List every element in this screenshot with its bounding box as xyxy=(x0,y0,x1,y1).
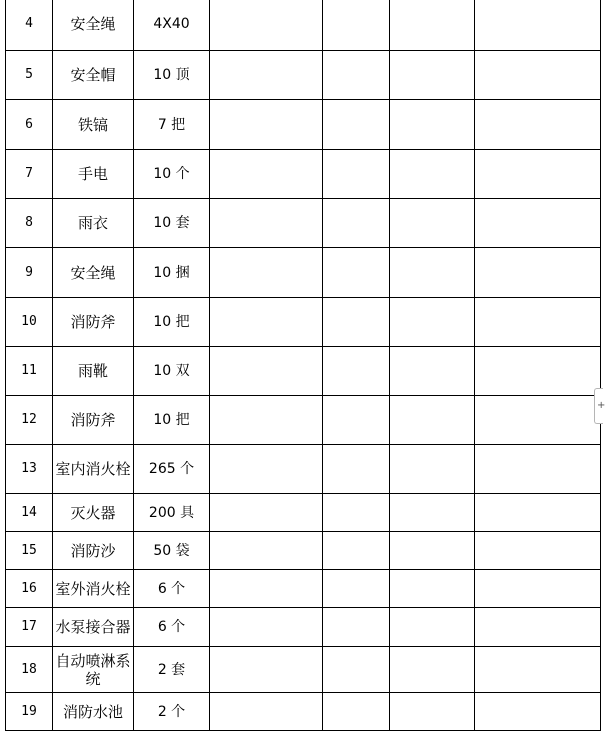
plus-icon: + xyxy=(597,400,605,411)
table-row xyxy=(6,396,601,445)
empty-cell xyxy=(475,532,601,570)
empty-cell xyxy=(390,494,475,532)
empty-cell xyxy=(323,51,390,100)
row-number: 13 xyxy=(6,445,53,494)
item-name: 消防斧 xyxy=(53,298,134,347)
item-name: 水泵接合器 xyxy=(53,608,134,647)
empty-cell xyxy=(210,532,323,570)
empty-cell xyxy=(210,494,323,532)
row-number: 15 xyxy=(6,532,53,570)
table-row xyxy=(6,445,601,494)
item-name: 雨衣 xyxy=(53,199,134,248)
empty-cell xyxy=(210,51,323,100)
empty-cell xyxy=(210,647,323,693)
table-row xyxy=(6,150,601,199)
item-name: 消防斧 xyxy=(53,396,134,445)
item-name: 安全绳 xyxy=(53,248,134,298)
row-number: 8 xyxy=(6,199,53,248)
row-number: 9 xyxy=(6,248,53,298)
empty-cell xyxy=(475,647,601,693)
empty-cell xyxy=(475,0,601,51)
empty-cell xyxy=(323,396,390,445)
item-name: 消防沙 xyxy=(53,532,134,570)
row-number: 17 xyxy=(6,608,53,647)
empty-cell xyxy=(390,347,475,396)
empty-cell xyxy=(323,445,390,494)
table-resize-handle[interactable] xyxy=(594,388,603,424)
table-body xyxy=(6,0,601,731)
table-row xyxy=(6,0,601,51)
empty-cell xyxy=(475,298,601,347)
row-number: 4 xyxy=(6,0,53,51)
table-row xyxy=(6,570,601,608)
empty-cell xyxy=(323,298,390,347)
empty-cell xyxy=(475,608,601,647)
item-quantity: 200 具 xyxy=(134,494,210,532)
item-quantity: 10 把 xyxy=(134,298,210,347)
item-quantity: 7 把 xyxy=(134,100,210,150)
table-row xyxy=(6,248,601,298)
empty-cell xyxy=(210,100,323,150)
empty-cell xyxy=(475,494,601,532)
row-number: 10 xyxy=(6,298,53,347)
empty-cell xyxy=(390,0,475,51)
item-quantity: 10 捆 xyxy=(134,248,210,298)
table-row xyxy=(6,608,601,647)
row-number: 5 xyxy=(6,51,53,100)
empty-cell xyxy=(210,570,323,608)
item-quantity: 10 个 xyxy=(134,150,210,199)
table-row xyxy=(6,100,601,150)
row-number: 6 xyxy=(6,100,53,150)
item-quantity: 10 把 xyxy=(134,396,210,445)
empty-cell xyxy=(390,199,475,248)
empty-cell xyxy=(323,248,390,298)
empty-cell xyxy=(475,570,601,608)
item-quantity: 10 顶 xyxy=(134,51,210,100)
empty-cell xyxy=(210,608,323,647)
item-name: 室外消火栓 xyxy=(53,570,134,608)
empty-cell xyxy=(323,608,390,647)
empty-cell xyxy=(210,298,323,347)
row-number: 14 xyxy=(6,494,53,532)
table-row xyxy=(6,532,601,570)
empty-cell xyxy=(210,199,323,248)
empty-cell xyxy=(475,347,601,396)
empty-cell xyxy=(323,0,390,51)
empty-cell xyxy=(390,608,475,647)
empty-cell xyxy=(323,532,390,570)
empty-cell xyxy=(323,199,390,248)
item-quantity: 265 个 xyxy=(134,445,210,494)
row-number: 7 xyxy=(6,150,53,199)
empty-cell xyxy=(323,647,390,693)
item-quantity: 10 双 xyxy=(134,347,210,396)
item-name: 雨靴 xyxy=(53,347,134,396)
empty-cell xyxy=(475,248,601,298)
equipment-table xyxy=(5,0,601,731)
item-quantity: 50 袋 xyxy=(134,532,210,570)
table-row xyxy=(6,347,601,396)
empty-cell xyxy=(390,693,475,731)
empty-cell xyxy=(475,150,601,199)
item-name: 铁镐 xyxy=(53,100,134,150)
empty-cell xyxy=(390,100,475,150)
item-name: 灭火器 xyxy=(53,494,134,532)
item-quantity: 10 套 xyxy=(134,199,210,248)
empty-cell xyxy=(323,570,390,608)
item-quantity: 2 套 xyxy=(134,647,210,693)
item-quantity: 6 个 xyxy=(134,570,210,608)
empty-cell xyxy=(210,248,323,298)
empty-cell xyxy=(390,445,475,494)
empty-cell xyxy=(323,347,390,396)
item-name: 安全绳 xyxy=(53,0,134,51)
empty-cell xyxy=(390,51,475,100)
item-quantity: 6 个 xyxy=(134,608,210,647)
row-number: 12 xyxy=(6,396,53,445)
empty-cell xyxy=(210,693,323,731)
empty-cell xyxy=(475,693,601,731)
empty-cell xyxy=(475,396,601,445)
empty-cell xyxy=(210,396,323,445)
row-number: 11 xyxy=(6,347,53,396)
empty-cell xyxy=(210,0,323,51)
item-name: 室内消火栓 xyxy=(53,445,134,494)
empty-cell xyxy=(390,298,475,347)
empty-cell xyxy=(475,51,601,100)
empty-cell xyxy=(390,150,475,199)
table-row xyxy=(6,494,601,532)
item-name: 消防水池 xyxy=(53,693,134,731)
table-row xyxy=(6,693,601,731)
empty-cell xyxy=(475,100,601,150)
row-number: 18 xyxy=(6,647,53,693)
empty-cell xyxy=(210,347,323,396)
empty-cell xyxy=(210,150,323,199)
empty-cell xyxy=(390,570,475,608)
table-row xyxy=(6,298,601,347)
empty-cell xyxy=(390,396,475,445)
item-quantity: 2 个 xyxy=(134,693,210,731)
table-row xyxy=(6,647,601,693)
item-name: 手电 xyxy=(53,150,134,199)
empty-cell xyxy=(390,532,475,570)
empty-cell xyxy=(323,494,390,532)
row-number: 19 xyxy=(6,693,53,731)
item-quantity: 4X40 xyxy=(134,0,210,51)
empty-cell xyxy=(323,150,390,199)
empty-cell xyxy=(475,445,601,494)
empty-cell xyxy=(210,445,323,494)
table-row xyxy=(6,51,601,100)
empty-cell xyxy=(475,199,601,248)
empty-cell xyxy=(323,693,390,731)
table-row xyxy=(6,199,601,248)
empty-cell xyxy=(390,248,475,298)
row-number: 16 xyxy=(6,570,53,608)
item-name: 自动喷淋系统 xyxy=(53,647,134,693)
empty-cell xyxy=(323,100,390,150)
item-name: 安全帽 xyxy=(53,51,134,100)
empty-cell xyxy=(390,647,475,693)
